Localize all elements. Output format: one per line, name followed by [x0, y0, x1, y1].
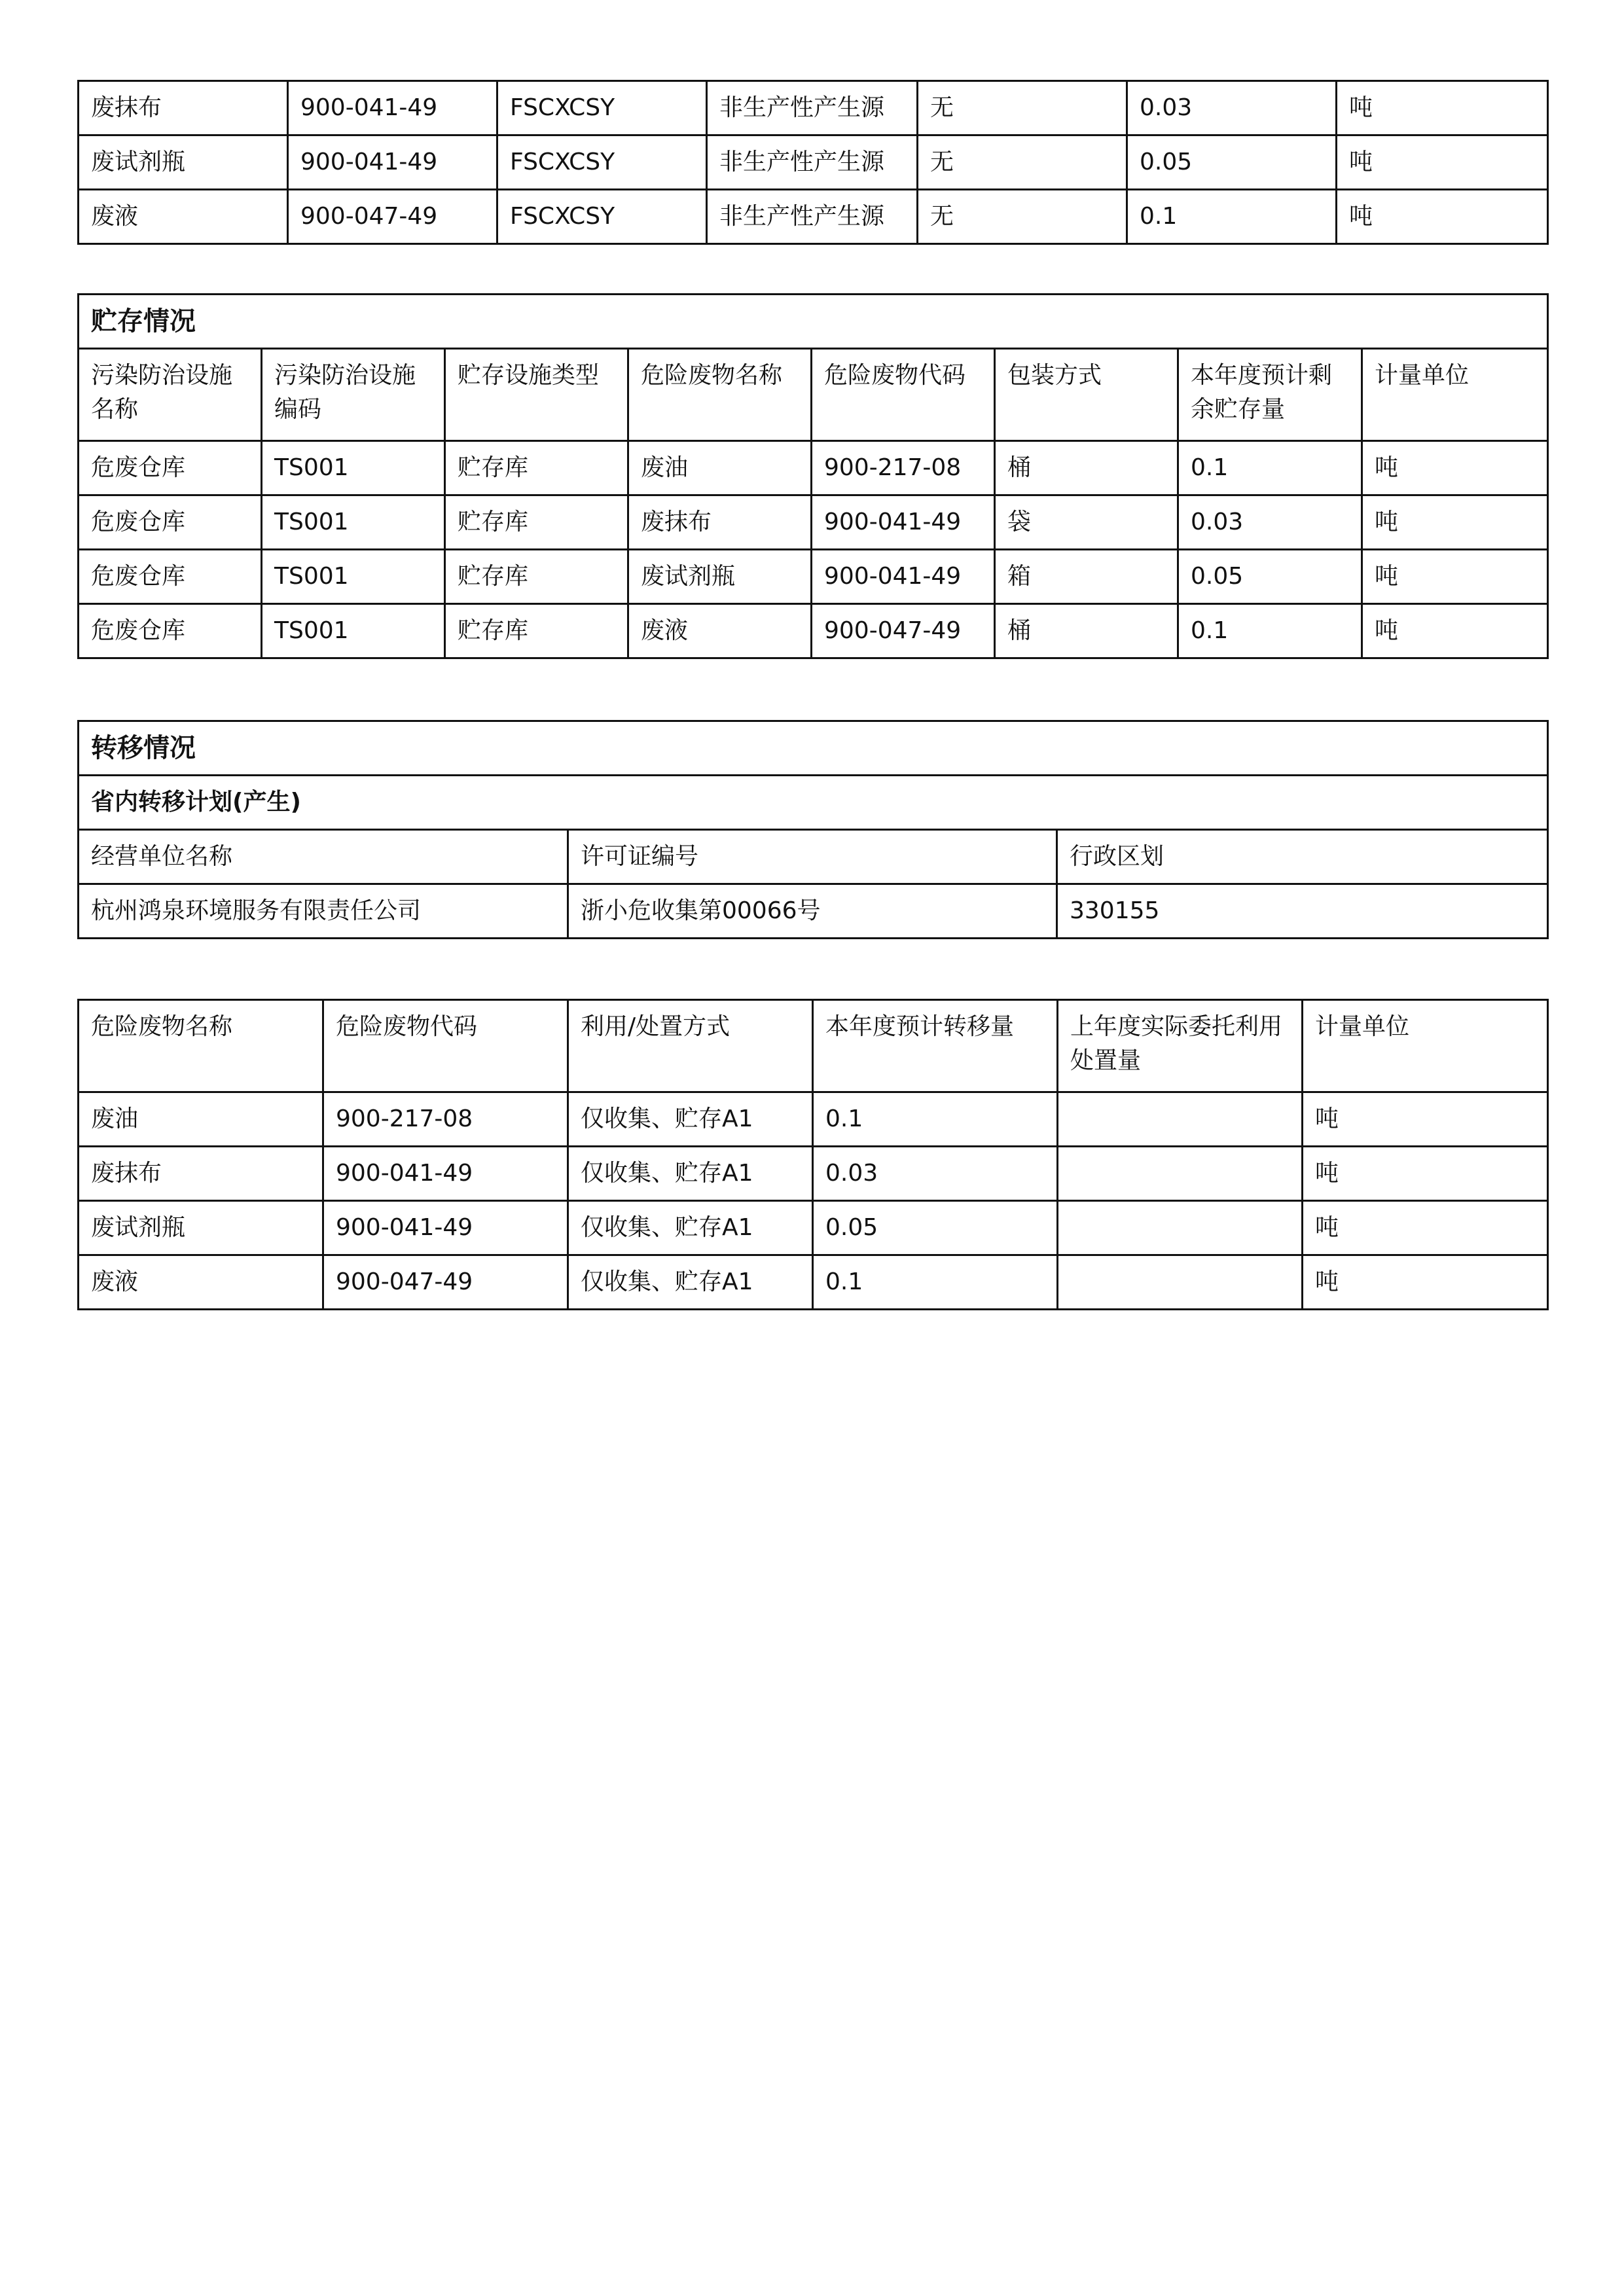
- unit: 吨: [1303, 1201, 1548, 1255]
- extra-value: 无: [918, 81, 1127, 135]
- table-row: [79, 441, 1548, 495]
- column-header: 包装方式: [995, 349, 1178, 441]
- header-row: [79, 830, 1548, 884]
- facility-code: TS001: [262, 495, 445, 550]
- waste-code: 900-041-49: [323, 1201, 568, 1255]
- license-number: 浙小危收集第00066号: [568, 884, 1057, 939]
- amount: 0.03: [1127, 81, 1337, 135]
- column-header: 上年度实际委托利用处置量: [1058, 1000, 1303, 1092]
- waste-code: 900-217-08: [323, 1092, 568, 1147]
- table-row: [79, 604, 1548, 658]
- amount: 0.05: [1127, 135, 1337, 190]
- waste-name: 废油: [628, 441, 812, 495]
- waste-name: 废油: [79, 1092, 323, 1147]
- waste-code: 900-047-49: [288, 190, 497, 244]
- transfer-section-title: 转移情况: [79, 721, 1548, 776]
- waste-code: 900-047-49: [323, 1255, 568, 1310]
- waste-name: 废液: [628, 604, 812, 658]
- column-header: 贮存设施类型: [445, 349, 628, 441]
- waste-name: 废抹布: [628, 495, 812, 550]
- disposal-method: 仅收集、贮存A1: [568, 1201, 813, 1255]
- waste-name: 废抹布: [79, 81, 288, 135]
- subsection-title-row: [79, 776, 1548, 830]
- facility-code: TS001: [262, 441, 445, 495]
- table-row: [79, 190, 1548, 244]
- table-row: [79, 884, 1548, 939]
- last-year-actual-amount: [1058, 1255, 1303, 1310]
- column-header: 利用/处置方式: [568, 1000, 813, 1092]
- waste-code: 900-041-49: [288, 81, 497, 135]
- disposal-method: 仅收集、贮存A1: [568, 1092, 813, 1147]
- remaining-amount: 0.1: [1178, 441, 1362, 495]
- waste-code: 900-041-49: [812, 495, 995, 550]
- waste-code: 900-041-49: [288, 135, 497, 190]
- waste-name: 废试剂瓶: [79, 135, 288, 190]
- facility-type: 贮存库: [445, 441, 628, 495]
- unit: 吨: [1362, 604, 1548, 658]
- waste-code: 900-217-08: [812, 441, 995, 495]
- source-type: 非生产性产生源: [707, 81, 918, 135]
- packaging: 桶: [995, 441, 1178, 495]
- operator-name: 杭州鸿泉环境服务有限责任公司: [79, 884, 568, 939]
- unit: 吨: [1337, 190, 1548, 244]
- packaging: 箱: [995, 550, 1178, 604]
- facility-type: 贮存库: [445, 550, 628, 604]
- unit: 吨: [1337, 81, 1548, 135]
- waste-name: 废试剂瓶: [628, 550, 812, 604]
- unit: 吨: [1362, 441, 1548, 495]
- waste-code: 900-041-49: [323, 1147, 568, 1201]
- table-row: [79, 550, 1548, 604]
- source-type: 非生产性产生源: [707, 190, 918, 244]
- column-header: 危险废物名称: [628, 349, 812, 441]
- column-header: 许可证编号: [568, 830, 1057, 884]
- transfer-plan-subtitle: 省内转移计划(产生): [79, 776, 1548, 830]
- source-code: FSCXCSY: [497, 135, 707, 190]
- extra-value: 无: [918, 135, 1127, 190]
- remaining-amount: 0.05: [1178, 550, 1362, 604]
- planned-transfer-amount: 0.1: [813, 1092, 1058, 1147]
- waste-name: 废液: [79, 190, 288, 244]
- facility-name: 危废仓库: [79, 604, 262, 658]
- packaging: 桶: [995, 604, 1178, 658]
- storage-section-title: 贮存情况: [79, 295, 1548, 349]
- column-header: 经营单位名称: [79, 830, 568, 884]
- waste-name: 废试剂瓶: [79, 1201, 323, 1255]
- column-header: 行政区划: [1057, 830, 1548, 884]
- facility-code: TS001: [262, 550, 445, 604]
- last-year-actual-amount: [1058, 1201, 1303, 1255]
- column-header: 计量单位: [1303, 1000, 1548, 1092]
- table-row: [79, 135, 1548, 190]
- column-header: 污染防治设施名称: [79, 349, 262, 441]
- section-title-row: [79, 295, 1548, 349]
- extra-value: 无: [918, 190, 1127, 244]
- remaining-amount: 0.03: [1178, 495, 1362, 550]
- facility-type: 贮存库: [445, 495, 628, 550]
- waste-name: 废抹布: [79, 1147, 323, 1201]
- header-row: [79, 1000, 1548, 1092]
- unit: 吨: [1362, 550, 1548, 604]
- table-row: [79, 1092, 1548, 1147]
- planned-transfer-amount: 0.1: [813, 1255, 1058, 1310]
- waste-code: 900-047-49: [812, 604, 995, 658]
- disposal-method: 仅收集、贮存A1: [568, 1255, 813, 1310]
- column-header: 本年度预计剩余贮存量: [1178, 349, 1362, 441]
- source-code: FSCXCSY: [497, 81, 707, 135]
- facility-code: TS001: [262, 604, 445, 658]
- packaging: 袋: [995, 495, 1178, 550]
- planned-transfer-amount: 0.05: [813, 1201, 1058, 1255]
- column-header: 危险废物代码: [323, 1000, 568, 1092]
- transfer-detail-table: [77, 999, 1549, 1310]
- disposal-method: 仅收集、贮存A1: [568, 1147, 813, 1201]
- amount: 0.1: [1127, 190, 1337, 244]
- table-row: [79, 495, 1548, 550]
- facility-name: 危废仓库: [79, 550, 262, 604]
- facility-name: 危废仓库: [79, 441, 262, 495]
- header-row: [79, 349, 1548, 441]
- column-header: 危险废物名称: [79, 1000, 323, 1092]
- section-title-row: [79, 721, 1548, 776]
- remaining-amount: 0.1: [1178, 604, 1362, 658]
- region-code: 330155: [1057, 884, 1548, 939]
- column-header: 污染防治设施编码: [262, 349, 445, 441]
- waste-generation-table: [77, 80, 1549, 245]
- source-type: 非生产性产生源: [707, 135, 918, 190]
- unit: 吨: [1303, 1092, 1548, 1147]
- facility-type: 贮存库: [445, 604, 628, 658]
- planned-transfer-amount: 0.03: [813, 1147, 1058, 1201]
- waste-code: 900-041-49: [812, 550, 995, 604]
- last-year-actual-amount: [1058, 1092, 1303, 1147]
- column-header: 危险废物代码: [812, 349, 995, 441]
- unit: 吨: [1362, 495, 1548, 550]
- facility-name: 危废仓库: [79, 495, 262, 550]
- table-row: [79, 1147, 1548, 1201]
- table-row: [79, 1255, 1548, 1310]
- last-year-actual-amount: [1058, 1147, 1303, 1201]
- waste-name: 废液: [79, 1255, 323, 1310]
- column-header: 计量单位: [1362, 349, 1548, 441]
- unit: 吨: [1337, 135, 1548, 190]
- storage-table: [77, 293, 1549, 659]
- transfer-table: [77, 720, 1549, 939]
- column-header: 本年度预计转移量: [813, 1000, 1058, 1092]
- table-row: [79, 1201, 1548, 1255]
- unit: 吨: [1303, 1147, 1548, 1201]
- unit: 吨: [1303, 1255, 1548, 1310]
- source-code: FSCXCSY: [497, 190, 707, 244]
- table-row: [79, 81, 1548, 135]
